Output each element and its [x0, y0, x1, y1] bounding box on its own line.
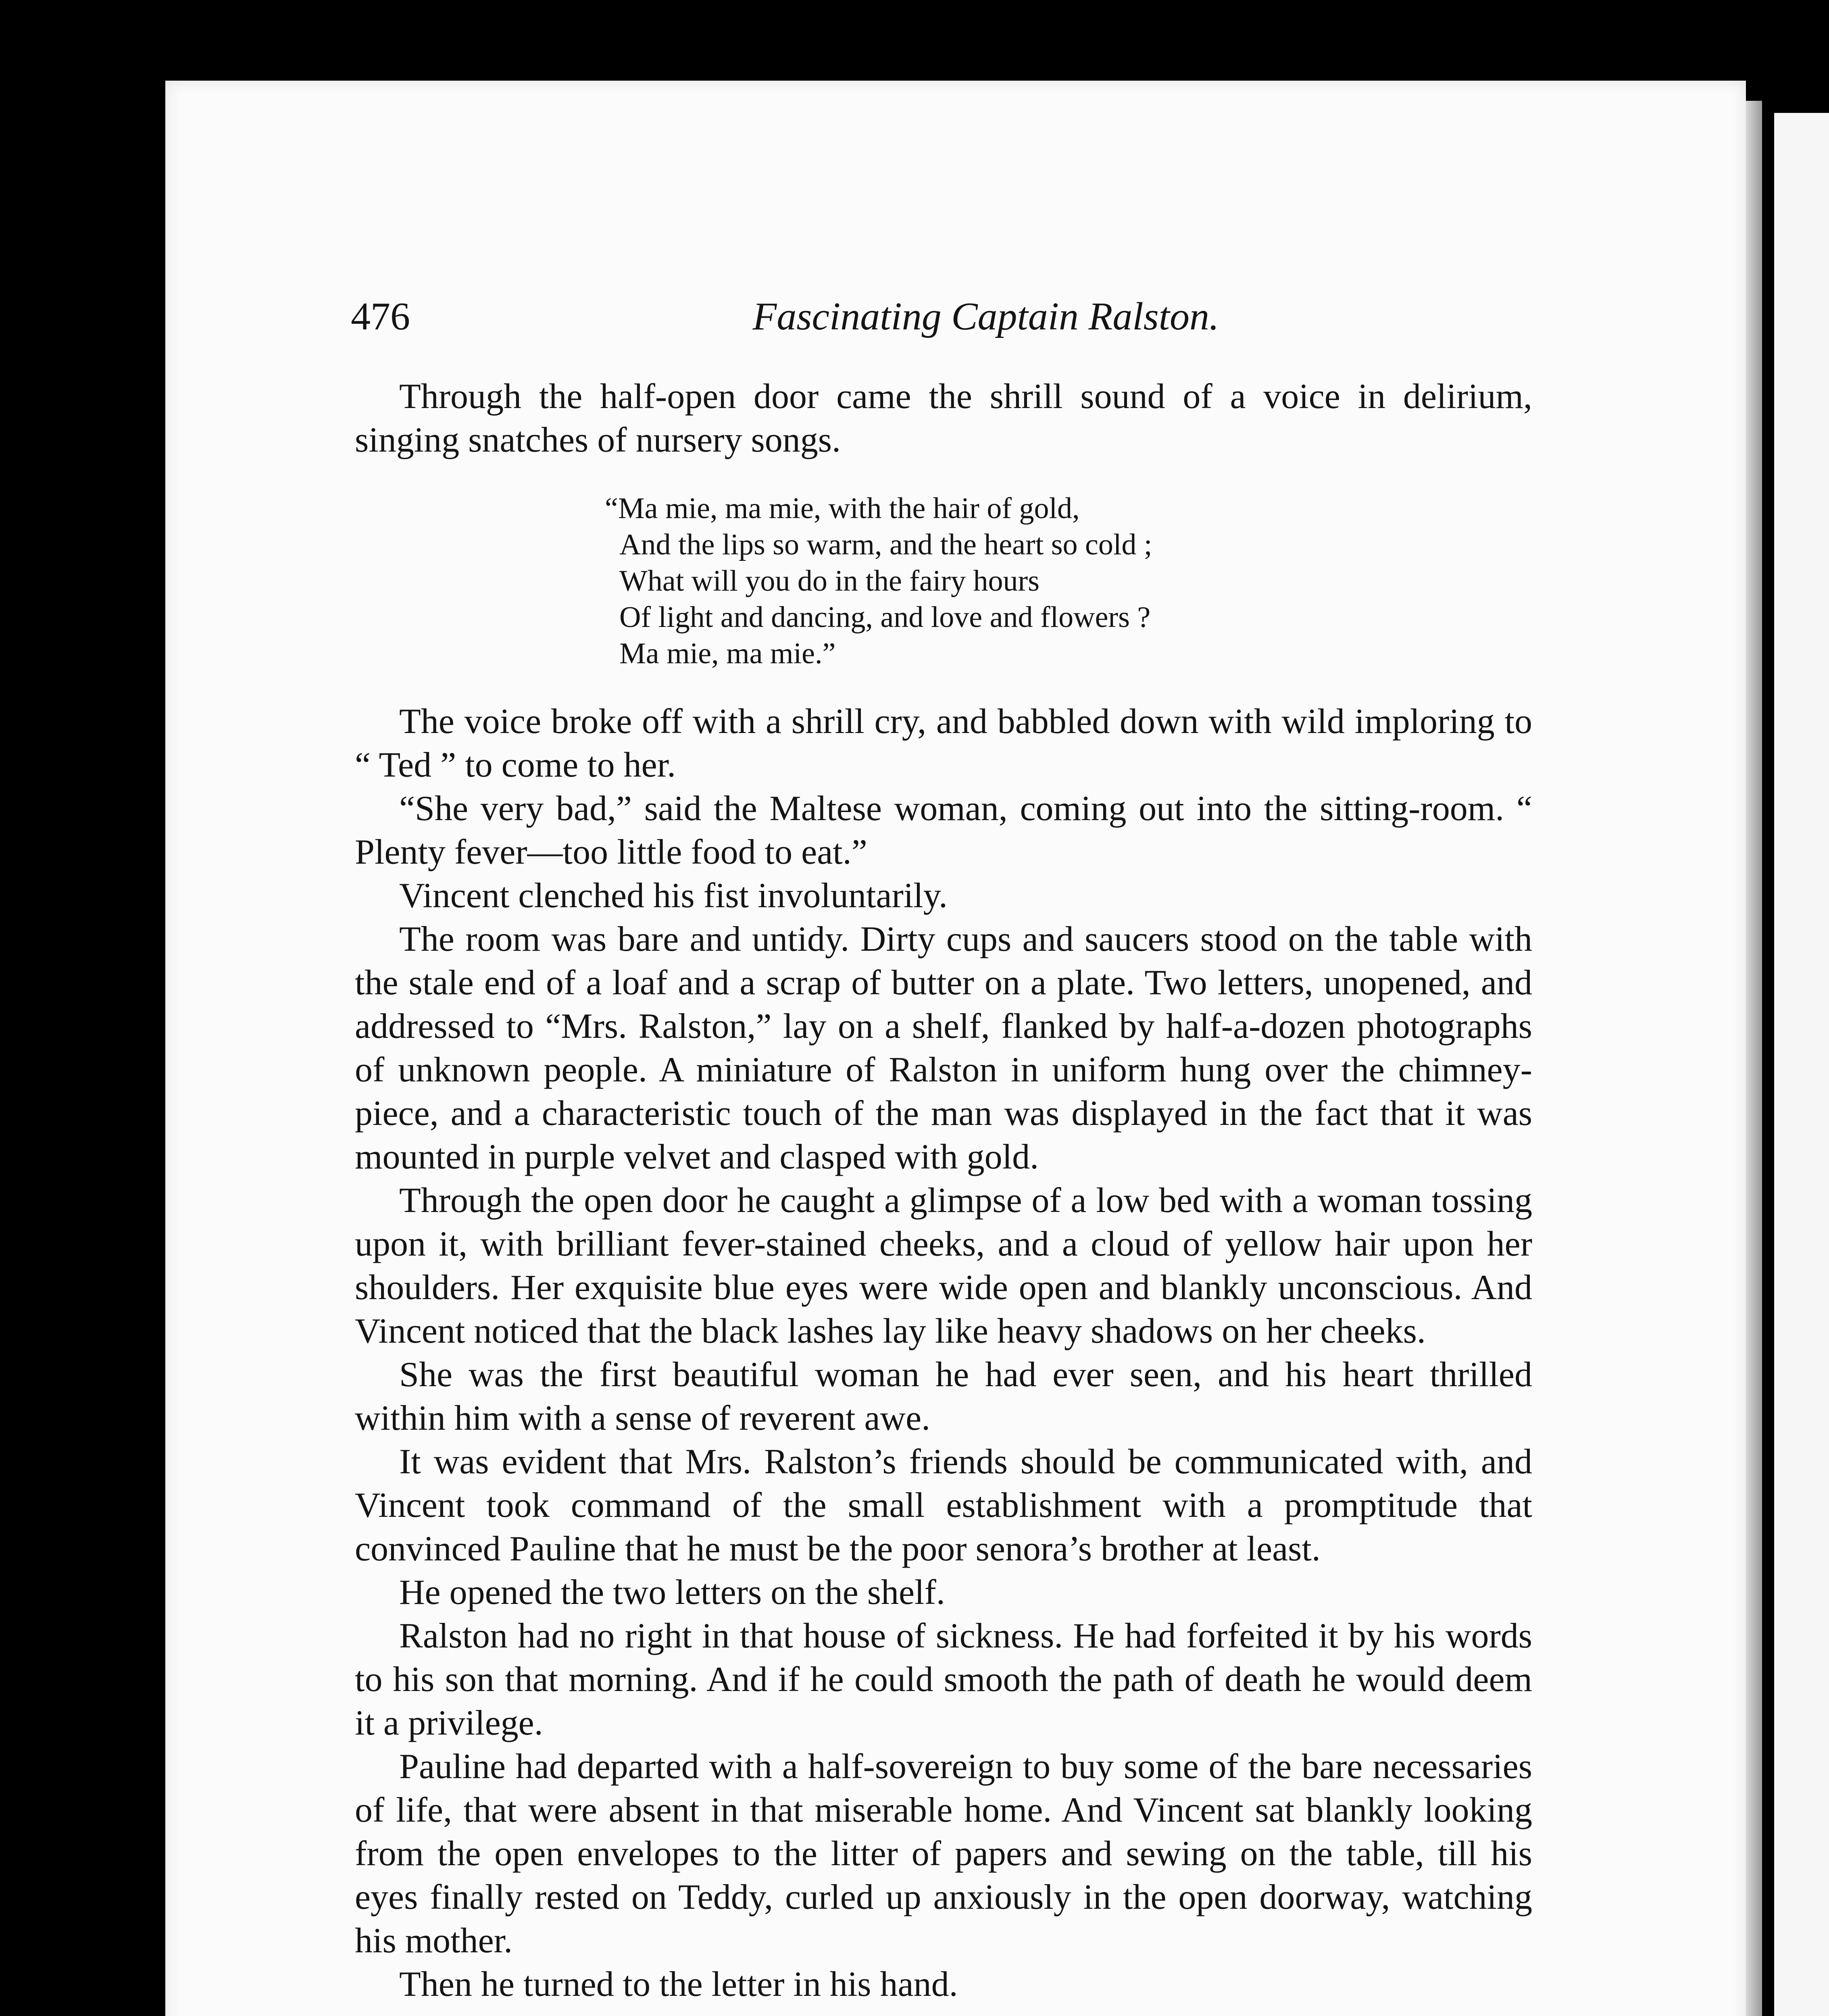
poem-line: Of light and dancing, and love and flowers ?	[619, 601, 1151, 634]
poem-line: And the lips so warm, and the heart so cold ;	[619, 528, 1152, 561]
page-number: 476	[351, 295, 410, 338]
paragraph: Ralston had no right in that house of sickness. He had forfeited it by his words to his son that morning. And if he could smooth the path of death he would deem it a privilege.	[355, 1616, 1532, 1743]
facing-page-edge	[1774, 113, 1829, 2016]
paragraph: “She very bad,” said the Maltese woman, coming out into the sitting-room. “ Plenty fever—too little food to eat.”	[355, 789, 1532, 872]
paragraph: Through the half-open door came the shrill sound of a voice in delirium, singing snatches of nursery songs.	[355, 377, 1532, 460]
paragraph: The room was bare and untidy. Dirty cups and saucers stood on the table with the stale end of a loaf and a scrap of butter on a plate. Two letters, unopened, and addressed to “Mrs. Ralston,” lay on a shelf, flanked by half-a-dozen photographs of unknown people. A miniature of Ralston in uniform hung over the chimney-piece, and a characteristic touch of the man was displayed in the fact that it was mounted in purple velvet and clasped with gold.	[355, 920, 1532, 1177]
paragraph: The voice broke off with a shrill cry, and babbled down with wild imploring to “ Ted ” to come to her.	[355, 702, 1532, 785]
page-body	[355, 375, 1532, 2016]
paragraph: He opened the two letters on the shelf.	[399, 1573, 945, 1612]
page-edge-shadow	[1746, 101, 1762, 2016]
paragraph: Then he turned to the letter in his hand.	[399, 1965, 958, 2004]
paragraph: Pauline had departed with a half-sovereign to buy some of the bare necessaries of life, that were absent in that miserable home. And Vincent sat blankly looking from the open envelopes to the litter of papers and sewing on the table, till his eyes finally rested on Teddy, curled up anxiously in the open doorway, watching his mother.	[355, 1747, 1532, 1960]
paragraph: She was the first beautiful woman he had ever seen, and his heart thrilled within him with a sense of reverent awe.	[355, 1355, 1532, 1438]
paragraph: Through the open door he caught a glimpse of a low bed with a woman tossing upon it, with brilliant fever-stained cheeks, and a cloud of yellow hair upon her shoulders. Her exquisite blue eyes were wide open and blankly unconscious. And Vincent noticed that the black lashes lay like heavy shadows on her cheeks.	[355, 1181, 1532, 1351]
poem-line: Ma mie, ma mie.”	[619, 637, 836, 670]
poem-line: “Ma mie, ma mie, with the hair of gold,	[605, 492, 1080, 525]
page-header	[351, 290, 1621, 343]
running-title: Fascinating Captain Ralston.	[752, 295, 1219, 338]
paragraph: It was evident that Mrs. Ralston’s friends should be communicated with, and Vincent took command of the small establishment with a promptitude that convinced Pauline that he must be the poor senora’s brother at least.	[355, 1442, 1532, 1568]
poem-line: What will you do in the fairy hours	[619, 564, 1039, 598]
poem-block	[605, 490, 1532, 672]
paragraph: Vincent clenched his fist involuntarily.	[399, 876, 948, 915]
